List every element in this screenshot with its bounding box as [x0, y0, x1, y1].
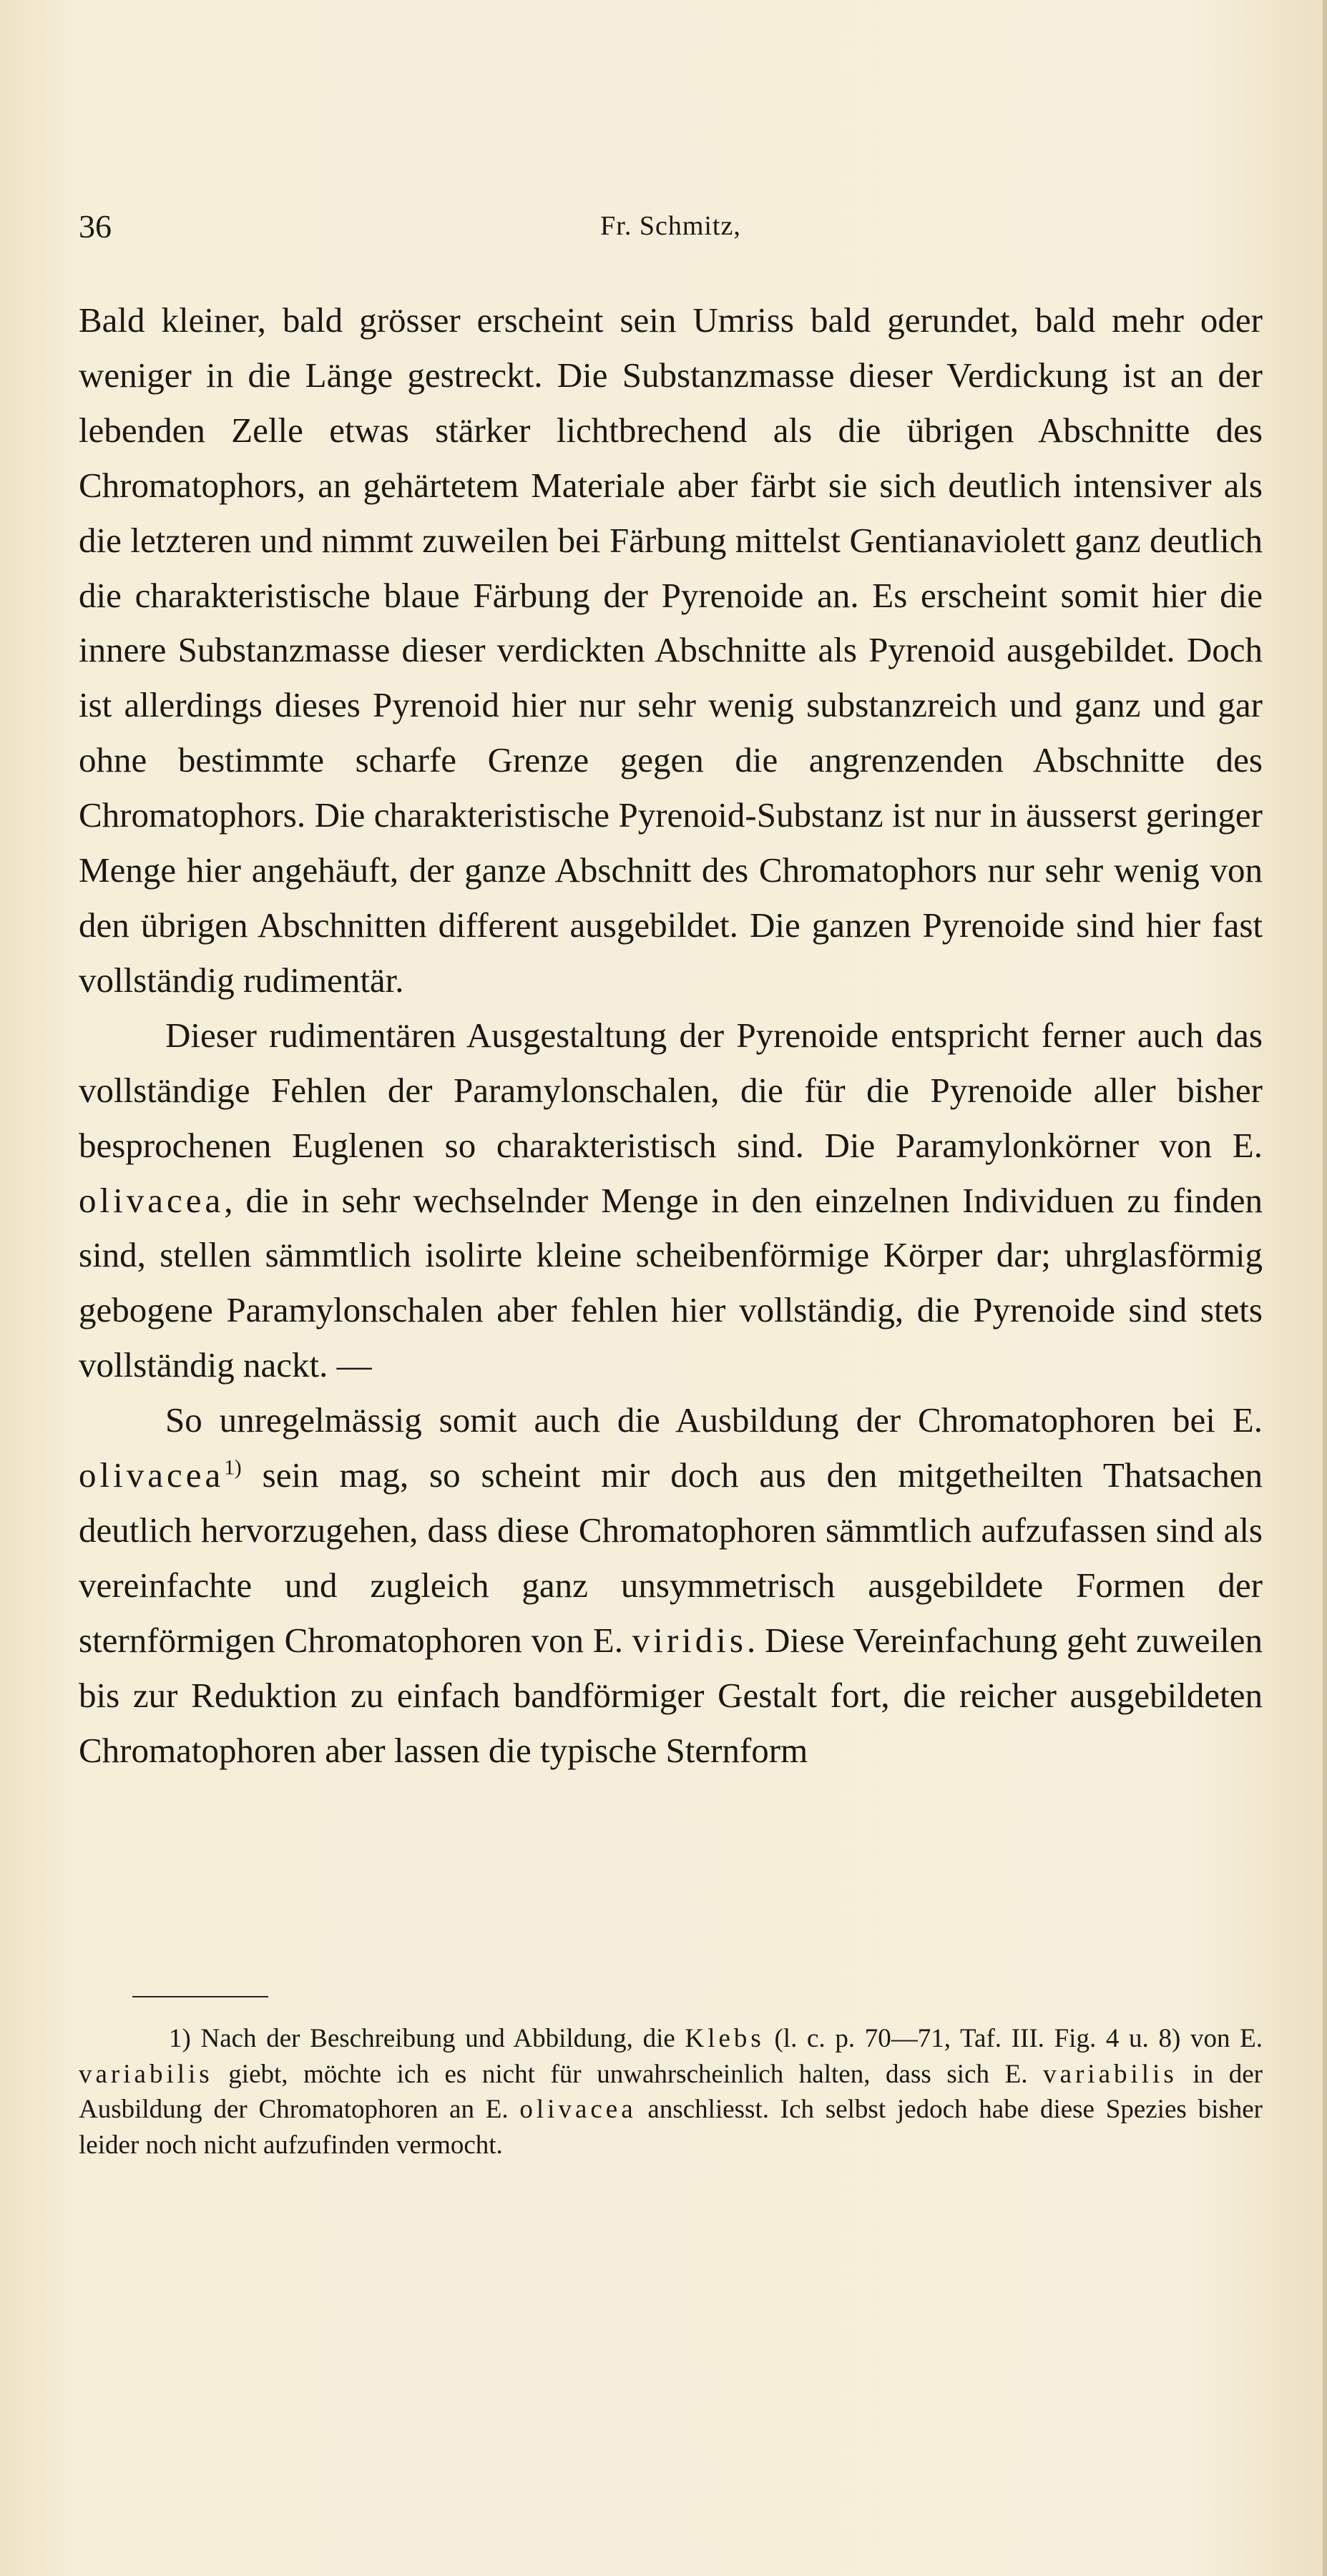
paragraph-2 — [79, 1008, 1263, 1393]
paragraph-3 — [79, 1393, 1263, 1778]
paragraph-1 — [79, 293, 1263, 1008]
species-name: variabilis — [1043, 2059, 1177, 2089]
footnote-text: in der Ausbildung der Chromatophoren an E. — [79, 2059, 1263, 2124]
footnote — [79, 2021, 1263, 2163]
species-name: olivacea — [79, 1180, 225, 1220]
species-name: variabilis — [79, 2059, 213, 2089]
species-name: viridis — [632, 1620, 747, 1660]
body-text — [79, 293, 1263, 1778]
paragraph-text: Dieser rudimentären Ausgestaltung der Pyrenoide entspricht ferner auch das vollständige Fehlen der Paramylonschalen, die für die Pyrenoide aller bisher besprochenen Euglenen so charakteristisch sind. Die Paramylonkörner von E. — [79, 1015, 1263, 1165]
footnote-text: 1) Nach der Beschreibung und Abbildung, die — [169, 2024, 685, 2053]
paragraph-text: So unregelmässig somit auch die Ausbildung der Chromatophoren bei E. — [165, 1400, 1263, 1440]
species-name: olivacea — [519, 2095, 637, 2124]
footnote-text: anschliesst. Ich selbst jedoch habe diese Spezies bisher leider noch nicht aufzufinden vermocht. — [79, 2095, 1263, 2160]
footnote-text: (l. c. p. 70—71, Taf. III. Fig. 4 u. 8) von E. — [764, 2024, 1263, 2053]
paragraph-text: Bald kleiner, bald grösser erscheint sein Umriss bald gerundet, bald mehr oder weniger in die Länge gestreckt. Die Substanzmasse dieser Verdickung ist an der lebenden Zelle etwas stärker lichtbrechend als die übrigen Abschnitte des Chromatophors, an gehärtetem Materiale aber färbt sie sich deutlich intensiver als die letzteren und nimmt zuweilen bei Färbung mittelst Gentianaviolett ganz deutlich die charakteristische blaue Färbung der Pyrenoide an. Es erscheint somit hier die innere Substanzmasse dieser verdickten Abschnitte als Pyrenoid ausgebildet. Doch ist allerdings dieses Pyrenoid hier nur sehr wenig substanzreich und ganz und gar ohne bestimmte scharfe Grenze gegen die angrenzenden Abschnitte des Chromatophors. Die charakteristische Pyrenoid-Substanz ist nur in äusserst geringer Menge hier angehäuft, der ganze Abschnitt des Chromatophors nur sehr wenig von den übrigen Abschnitten different ausgebildet. Die ganzen Pyrenoide sind hier fast vollständig rudimentär. — [79, 300, 1263, 1000]
page-number: 36 — [79, 208, 112, 245]
page-header — [79, 207, 1263, 257]
author-name: Klebs — [685, 2024, 765, 2053]
paragraph-text: , die in sehr wechselnder Menge in den einzelnen Individuen zu finden sind, stellen sämmtlich isolirte kleine scheibenförmige Körper dar; uhrglasförmig gebogene Paramylonschalen aber fehlen hier vollständig, die Pyrenoide sind stets vollständig nackt. — — [79, 1180, 1263, 1385]
footnote-separator — [132, 1996, 268, 1997]
footnote-text: giebt, möchte ich es nicht für unwahrscheinlich halten, dass sich E. — [212, 2059, 1044, 2089]
paragraph-text: . Diese Vereinfachung geht zuweilen bis zur Reduktion zu einfach bandförmiger Gestalt fort, die reicher ausgebildeten Chromatophoren aber lassen die typische Sternform — [79, 1620, 1263, 1770]
footnote-reference[interactable]: 1) — [224, 1456, 242, 1480]
running-head: Fr. Schmitz, — [600, 211, 741, 241]
page-edge — [1323, 0, 1327, 2576]
paragraph-text: sein mag, so scheint mir doch aus den mitgetheilten Thatsachen deutlich hervorzugehen, dass diese Chromatophoren sämmtlich aufzufassen sind als vereinfachte und zugleich ganz unsymmetrisch ausgebildete Formen der sternförmigen Chromatophoren von E. — [79, 1455, 1263, 1660]
species-name: olivacea — [79, 1455, 225, 1495]
